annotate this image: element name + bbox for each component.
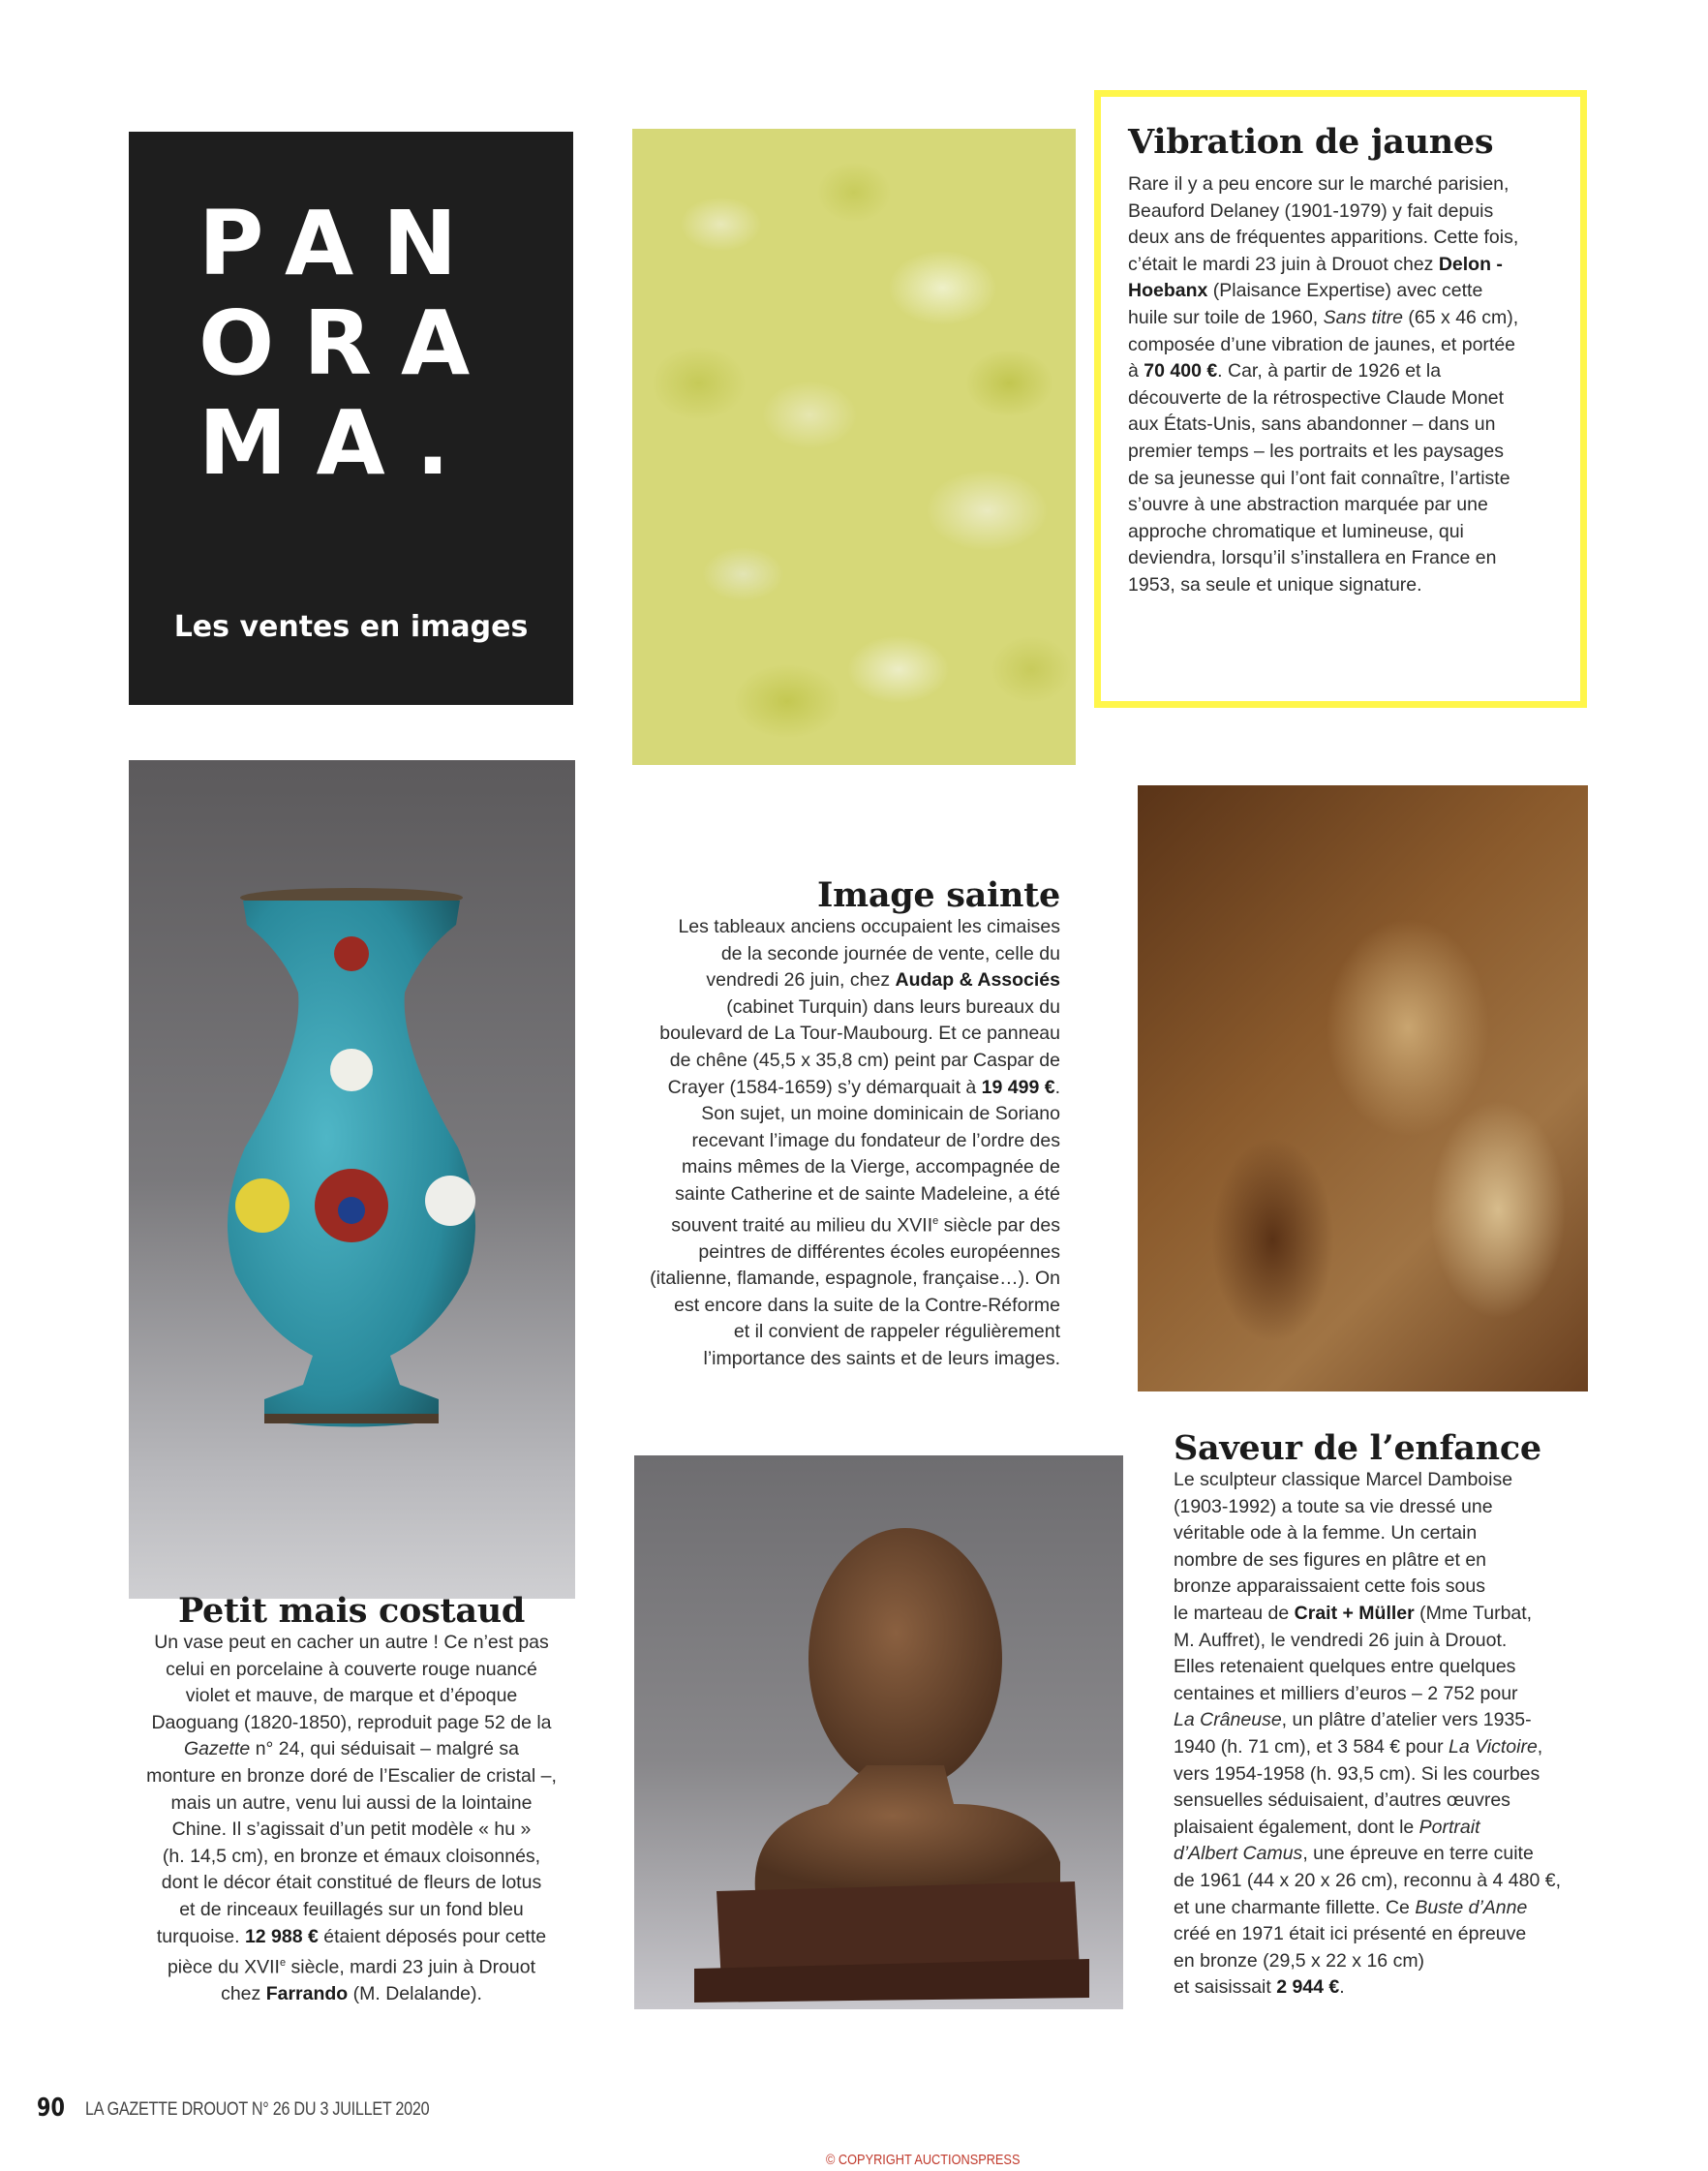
auction-house-name: Farrando bbox=[265, 1983, 349, 2005]
text-line: véritable ode à la femme. Un certain bbox=[1174, 1522, 1478, 1544]
sale-price: 2 944 € bbox=[1276, 1976, 1340, 1999]
text-line: sensuelles séduisaient, d’autres œuvres bbox=[1174, 1789, 1510, 1812]
text-line: Chine. Il s’agissait d’un petit modèle « hu » bbox=[171, 1819, 532, 1841]
body-text-segment: n° 24, qui séduisait – malgré sa bbox=[250, 1738, 519, 1760]
panorama-title-line: ORA bbox=[198, 291, 500, 395]
bust-illustration bbox=[634, 1455, 1123, 2009]
body-text-segment: . Car, à partir de 1926 et la découverte de la rétrospective Claude Monet aux États-Unis, sans abandonner – dans un premier temps – les portraits et les paysages de sa jeunesse qui l’ont fait connaître, l’artiste s’ouvre à une abstraction marquée par une approche chromatique et lumineuse, qui deviendra, lorsqu’il s’installera en France en 1953, sa seule et unique signature. bbox=[1128, 360, 1510, 596]
text-line: violet et mauve, de marque et d’époque bbox=[185, 1685, 518, 1707]
auction-house-name: Delon - Hoebanx bbox=[1128, 253, 1503, 302]
article-body-image-sainte bbox=[620, 914, 1060, 1373]
body-text-segment: chez bbox=[221, 1983, 266, 2005]
cloisonne-vase-image bbox=[129, 760, 575, 1599]
text-line bbox=[620, 1208, 1060, 1239]
text-line: (cabinet Turquin) dans leurs bureaux du bbox=[726, 995, 1060, 1018]
body-text-segment: étaient déposés pour cette bbox=[318, 1925, 547, 1947]
text-line bbox=[124, 1924, 579, 1951]
text-line: sainte Catherine et de sainte Madeleine, a été bbox=[675, 1182, 1060, 1205]
text-line bbox=[1174, 1707, 1590, 1734]
page-number: 90 bbox=[37, 2094, 65, 2123]
body-text-segment: siècle par des bbox=[938, 1214, 1060, 1237]
text-line: créé en 1971 était ici présenté en épreuve bbox=[1174, 1923, 1527, 1945]
body-text-segment: , une épreuve en terre cuite bbox=[1302, 1843, 1534, 1865]
artwork-title: Sans titre bbox=[1323, 306, 1404, 328]
body-text-segment: souvent traité au milieu du XVII bbox=[671, 1214, 933, 1237]
auction-house-name: Crait + Müller bbox=[1294, 1602, 1415, 1624]
artwork-title: Portrait bbox=[1418, 1816, 1480, 1838]
body-text-segment: et saisissait bbox=[1174, 1976, 1277, 1999]
superscript: e bbox=[279, 1957, 287, 1970]
image-sainte-article bbox=[620, 875, 1060, 1373]
body-text-segment: siècle, mardi 23 juin à Drouot bbox=[286, 1956, 536, 1978]
article-body-saveur bbox=[1174, 1467, 1590, 2002]
article-body-petit bbox=[124, 1630, 579, 2008]
text-line: M. Auffret), le vendredi 26 juin à Drouot. bbox=[1174, 1629, 1508, 1651]
text-line bbox=[1174, 1734, 1590, 1761]
text-line bbox=[1174, 1895, 1590, 1922]
text-line: nombre de ses figures en plâtre et en bbox=[1174, 1548, 1487, 1571]
body-text-segment: (Mme Turbat, bbox=[1414, 1602, 1533, 1624]
text-line bbox=[124, 1736, 579, 1763]
text-line: centaines et milliers d’euros – 2 752 pour bbox=[1174, 1682, 1518, 1704]
text-line: Son sujet, un moine dominicain de Soriano bbox=[701, 1103, 1060, 1125]
text-line: Un vase peut en cacher un autre ! Ce n’est pas bbox=[154, 1632, 549, 1653]
copyright-notice: © COPYRIGHT AUCTIONSPRESS bbox=[826, 2152, 1021, 2168]
artwork-title: Buste d’Anne bbox=[1415, 1896, 1528, 1918]
auction-house-name: Audap & Associés bbox=[895, 969, 1060, 992]
body-text-segment: (65 x 46 cm), composée d’une vibration de jaunes, et portée à bbox=[1128, 306, 1519, 382]
panorama-subtitle: Les ventes en images bbox=[173, 610, 529, 644]
text-line: et il convient de rappeler régulièrement bbox=[733, 1321, 1060, 1343]
crayer-saint-painting-image bbox=[1138, 785, 1588, 1391]
text-line: de chêne (45,5 x 35,8 cm) peint par Caspar de bbox=[669, 1049, 1060, 1071]
text-line: recevant l’image du fondateur de l’ordre des bbox=[691, 1129, 1060, 1151]
body-text-segment: vendredi 26 juin, chez bbox=[706, 969, 896, 992]
text-line: dont le décor était constitué de fleurs de lotus bbox=[161, 1872, 542, 1894]
text-line: de la seconde journée de vente, celle du bbox=[720, 942, 1060, 964]
text-line: (h. 14,5 cm), en bronze et émaux cloisonnés, bbox=[162, 1845, 541, 1867]
panorama-title-line: MA. bbox=[198, 391, 479, 495]
body-text-segment: plaisaient également, dont le bbox=[1174, 1816, 1419, 1838]
vase-illustration bbox=[206, 828, 497, 1486]
text-line bbox=[620, 967, 1060, 994]
artwork-title: La Victoire bbox=[1449, 1735, 1538, 1758]
panorama-title bbox=[198, 194, 518, 493]
body-text-segment: , un plâtre d’atelier vers 1935- bbox=[1281, 1709, 1532, 1731]
text-line: vers 1954-1958 (h. 93,5 cm). Si les courbes bbox=[1174, 1762, 1540, 1785]
body-text-segment: Rare il y a peu encore sur le marché parisien, Beauford Delaney (1901-1979) y fait depuis deux ans de fréquentes apparitions. Cette fois, c’était le mardi 23 juin à Drouot chez bbox=[1128, 173, 1519, 275]
text-line: (1903-1992) a toute sa vie dressé une bbox=[1174, 1495, 1493, 1517]
text-line: est encore dans la suite de la Contre-Réforme bbox=[674, 1294, 1060, 1316]
sale-price: 19 499 € bbox=[981, 1076, 1055, 1098]
text-line: celui en porcelaine à couverte rouge nuancé bbox=[166, 1658, 537, 1680]
text-line bbox=[124, 1981, 579, 2008]
artwork-title: La Crâneuse bbox=[1174, 1709, 1282, 1731]
saveur-de-l-enfance-article bbox=[1174, 1428, 1590, 2002]
sale-price: 70 400 € bbox=[1144, 360, 1218, 382]
text-line: Elles retenaient quelques entre quelques bbox=[1174, 1656, 1516, 1678]
article-title-image-sainte: Image sainte bbox=[817, 875, 1060, 915]
text-line bbox=[1174, 1974, 1590, 2002]
body-text-segment: turquoise. bbox=[156, 1925, 245, 1947]
body-text-segment: pièce du XVII bbox=[167, 1956, 280, 1978]
text-line: et de rinceaux feuillagés sur un fond bleu bbox=[179, 1898, 524, 1920]
text-line: (italienne, flamande, espagnole, française…). On bbox=[650, 1268, 1060, 1290]
text-line: Daoguang (1820-1850), reproduit page 52 de la bbox=[151, 1711, 552, 1733]
body-text-segment: le marteau de bbox=[1174, 1602, 1295, 1624]
text-line bbox=[1174, 1815, 1590, 1842]
body-text-segment: Crayer (1584-1659) s’y démarquait à bbox=[667, 1076, 982, 1098]
text-line: en bronze (29,5 x 22 x 16 cm) bbox=[1174, 1949, 1425, 1972]
vibration-de-jaunes-box bbox=[1094, 90, 1587, 708]
body-text-segment: et une charmante fillette. Ce bbox=[1174, 1896, 1416, 1918]
article-title-vibration: Vibration de jaunes bbox=[1128, 122, 1494, 162]
damboise-bust-image bbox=[634, 1455, 1123, 2009]
text-line: Le sculpteur classique Marcel Damboise bbox=[1174, 1469, 1513, 1490]
text-line: Les tableaux anciens occupaient les cimaises bbox=[678, 916, 1060, 937]
panorama-header-block bbox=[129, 132, 573, 705]
text-line: mains mêmes de la Vierge, accompagnée de bbox=[682, 1156, 1060, 1178]
text-line bbox=[124, 1950, 579, 1981]
text-line: mais un autre, venu lui aussi de la lointaine bbox=[170, 1791, 533, 1814]
body-text-segment: . bbox=[1054, 1076, 1060, 1098]
body-text-segment: , bbox=[1537, 1735, 1543, 1758]
superscript: e bbox=[932, 1214, 939, 1227]
text-line bbox=[1174, 1601, 1590, 1628]
text-line: monture en bronze doré de l’Escalier de cristal –, bbox=[146, 1764, 557, 1787]
publication-title: Gazette bbox=[183, 1738, 251, 1760]
delaney-yellow-painting-image bbox=[632, 129, 1076, 765]
artwork-title: d’Albert Camus bbox=[1174, 1843, 1303, 1865]
text-line: de 1961 (44 x 20 x 26 cm), reconnu à 4 480 €, bbox=[1174, 1869, 1562, 1891]
article-body-vibration bbox=[1128, 171, 1520, 599]
body-text-segment: 1940 (h. 71 cm), et 3 584 € pour bbox=[1174, 1735, 1449, 1758]
text-line: bronze apparaissaient cette fois sous bbox=[1174, 1575, 1485, 1598]
text-line bbox=[620, 1075, 1060, 1102]
panorama-title-line: PAN bbox=[198, 192, 487, 295]
text-line: boulevard de La Tour-Maubourg. Et ce panneau bbox=[659, 1023, 1060, 1045]
body-text-segment: (Plaisance Expertise) avec cette huile sur toile de 1960, bbox=[1128, 280, 1483, 328]
text-line: l’importance des saints et de leurs images. bbox=[703, 1348, 1060, 1369]
sale-price: 12 988 € bbox=[244, 1925, 319, 1947]
article-title-petit: Petit mais costaud bbox=[177, 1591, 526, 1631]
publication-line: LA GAZETTE DROUOT N° 26 DU 3 JUILLET 2020 bbox=[85, 2099, 430, 2120]
text-line: peintres de différentes écoles européennes bbox=[698, 1240, 1060, 1263]
text-line bbox=[1174, 1841, 1590, 1868]
petit-mais-costaud-article bbox=[124, 1591, 579, 2008]
body-text-segment: (M. Delalande). bbox=[348, 1983, 482, 2005]
article-title-saveur: Saveur de l’enfance bbox=[1174, 1428, 1541, 1468]
body-text-segment: . bbox=[1339, 1976, 1345, 1999]
